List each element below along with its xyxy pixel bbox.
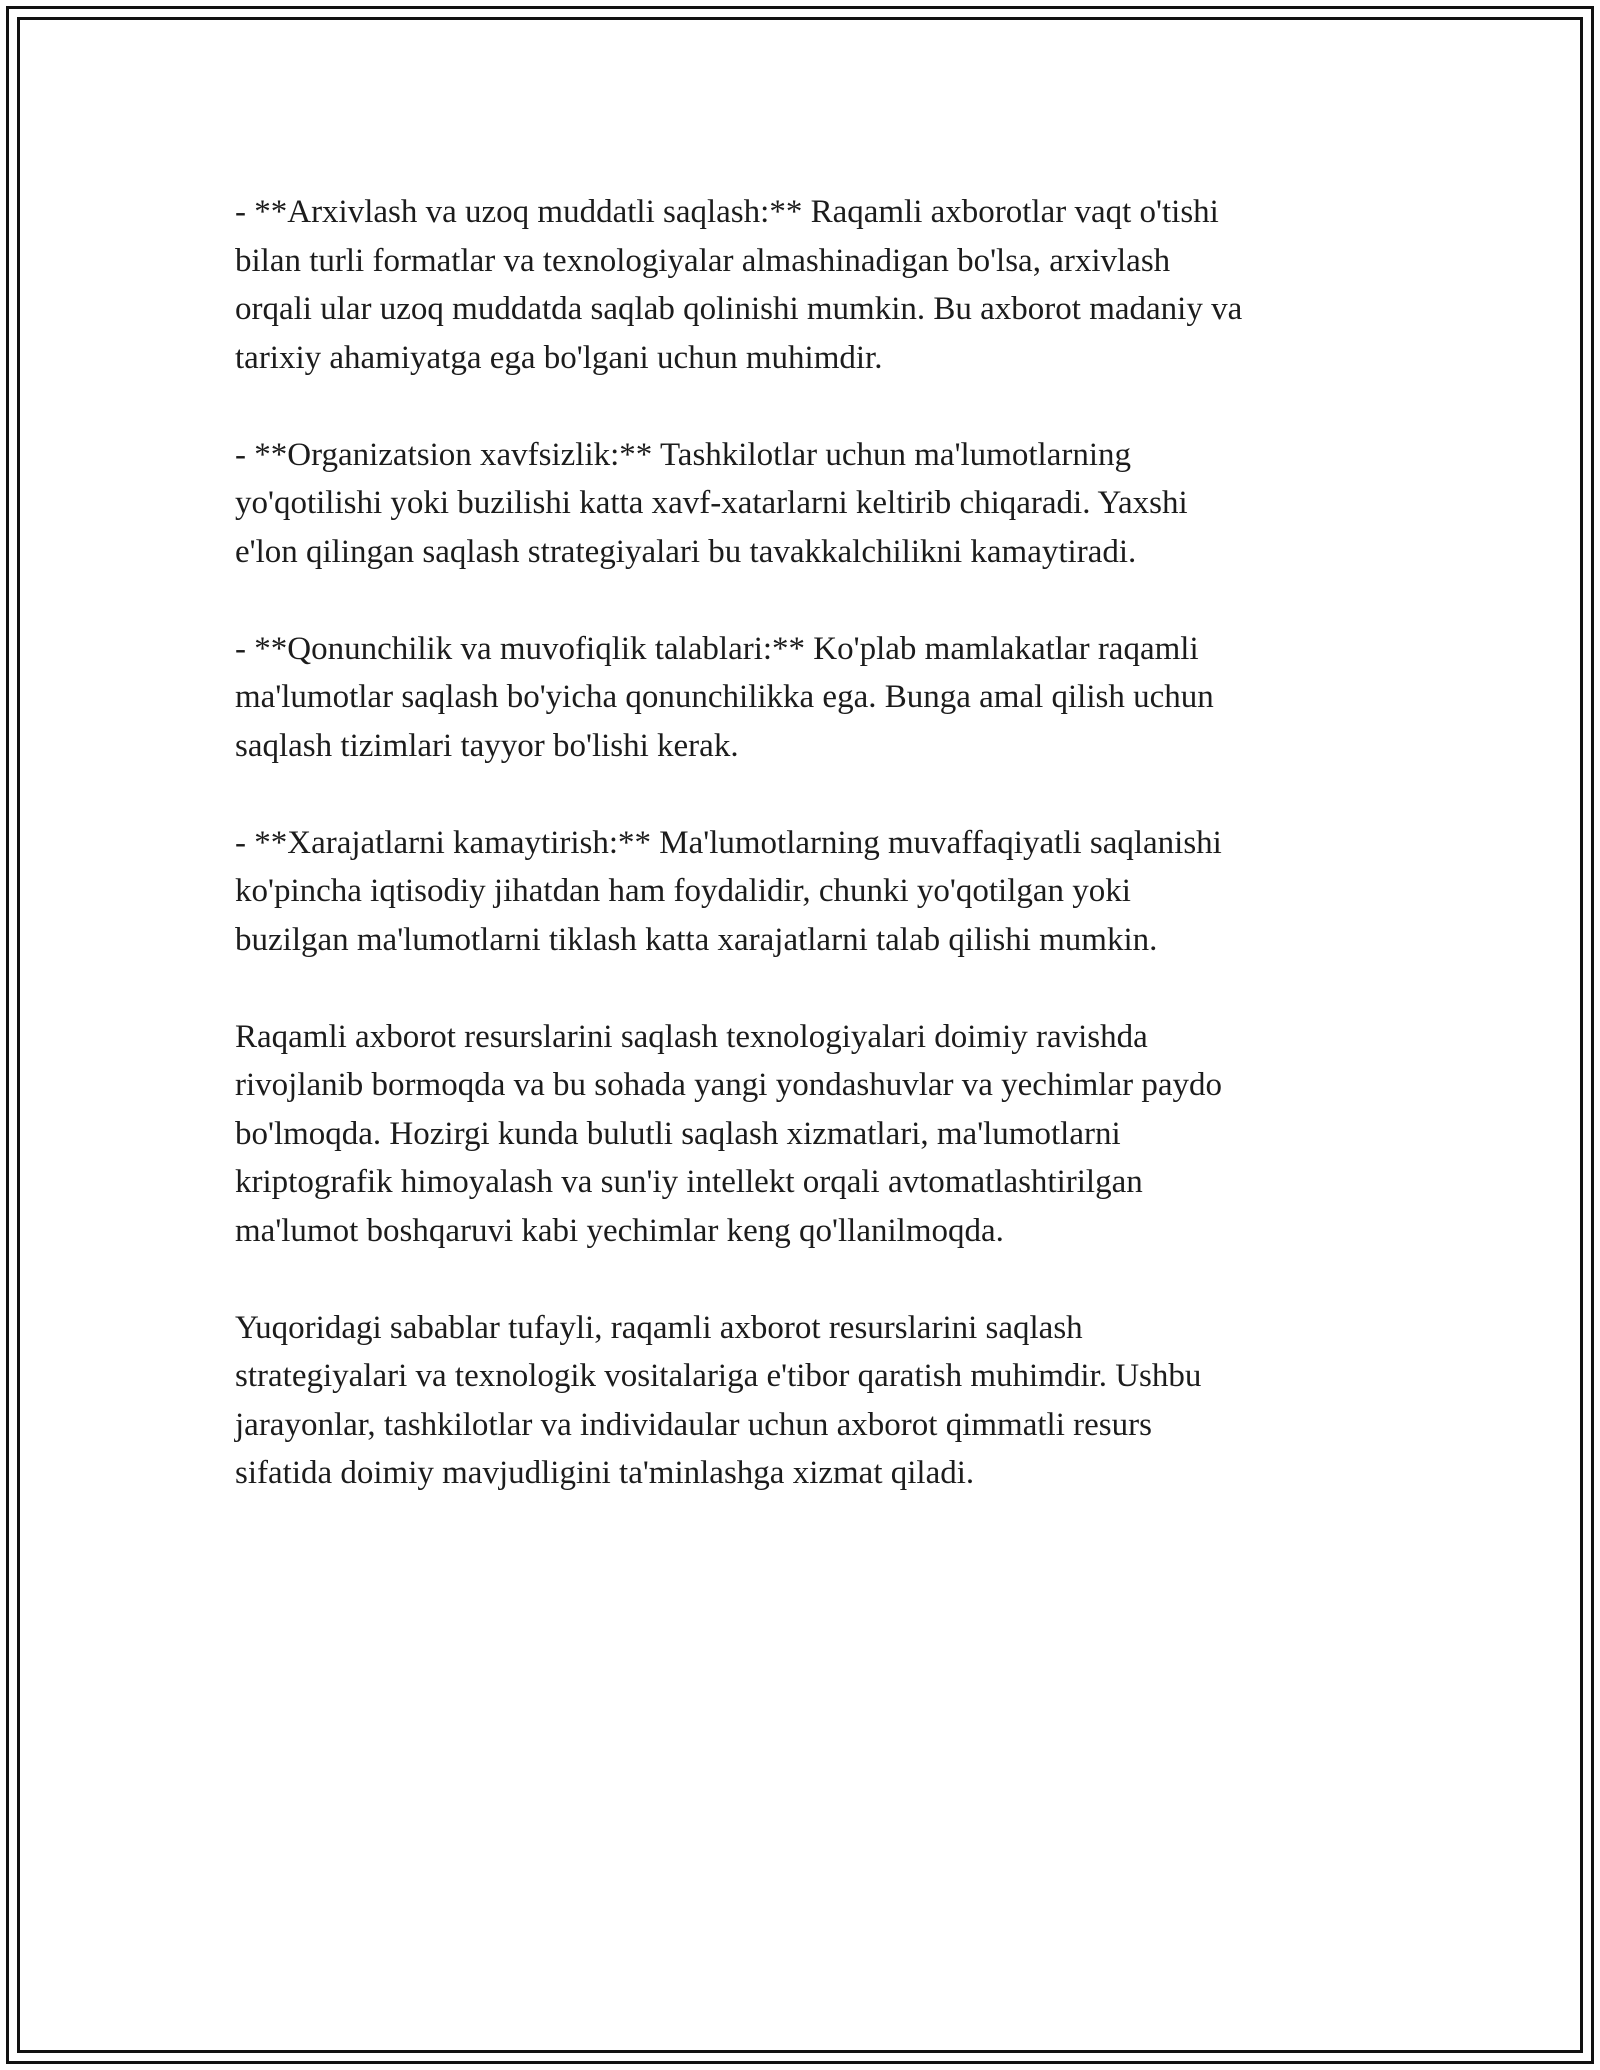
- paragraph-legal-compliance: - **Qonunchilik va muvofiqlik talablari:** Ko'plab mamlakatlar raqamli ma'lumotlar saqlash bo'yicha qonunchilikka ega. Bunga amal qilish uchun saqlash tizimlari tayyor bo'lishi kerak.: [235, 630, 1214, 764]
- paragraph-organizational-security: - **Organizatsion xavfsizlik:** Tashkilotlar uchun ma'lumotlarning yo'qotilishi yoki buzilishi katta xavf-xatarlarni keltirib chiqaradi. Yaxshi e'lon qilingan saqlash strategiyalari bu tavakkalchilikni kamaytiradi.: [235, 436, 1188, 570]
- paragraph-cost-reduction: - **Xarajatlarni kamaytirish:** Ma'lumotlarning muvaffaqiyatli saqlanishi ko'pincha iqtisodiy jihatdan ham foydalidir, chunki yo'qotilgan yoki buzilgan ma'lumotlarni tiklash katta xarajatlarni talab qilishi mumkin.: [235, 824, 1222, 958]
- paragraph-archiving: - **Arxivlash va uzoq muddatli saqlash:** Raqamli axborotlar vaqt o'tishi bilan turli formatlar va texnologiyalar almashinadigan bo'lsa, arxivlash orqali ular uzoq muddatda saqlab qolinishi mumkin. Bu axborot madaniy va tarixiy ahamiyatga ega bo'lgani uchun muhimdir.: [235, 194, 1243, 376]
- paragraph-conclusion: Yuqoridagi sabablar tufayli, raqamli axborot resurslarini saqlash strategiyalari va texnologik vositalariga e'tibor qaratish muhimdir. Ushbu jarayonlar, tashkilotlar va individaular uchun axborot qimmatli resurs sifatida doimiy mavjudligini ta'minlashga xizmat qiladi.: [235, 1309, 1202, 1491]
- document-body: [235, 188, 1375, 1546]
- paragraph-technology-development: Raqamli axborot resurslarini saqlash texnologiyalari doimiy ravishda rivojlanib bormoqda va bu sohada yangi yondashuvlar va yechimlar paydo bo'lmoqda. Hozirgi kunda bulutli saqlash xizmatlari, ma'lumotlarni kriptografik himoyalash va sun'iy intellekt orqali avtomatlashtirilgan ma'lumot boshqaruvi kabi yechimlar keng qo'llanilmoqda.: [235, 1018, 1222, 1249]
